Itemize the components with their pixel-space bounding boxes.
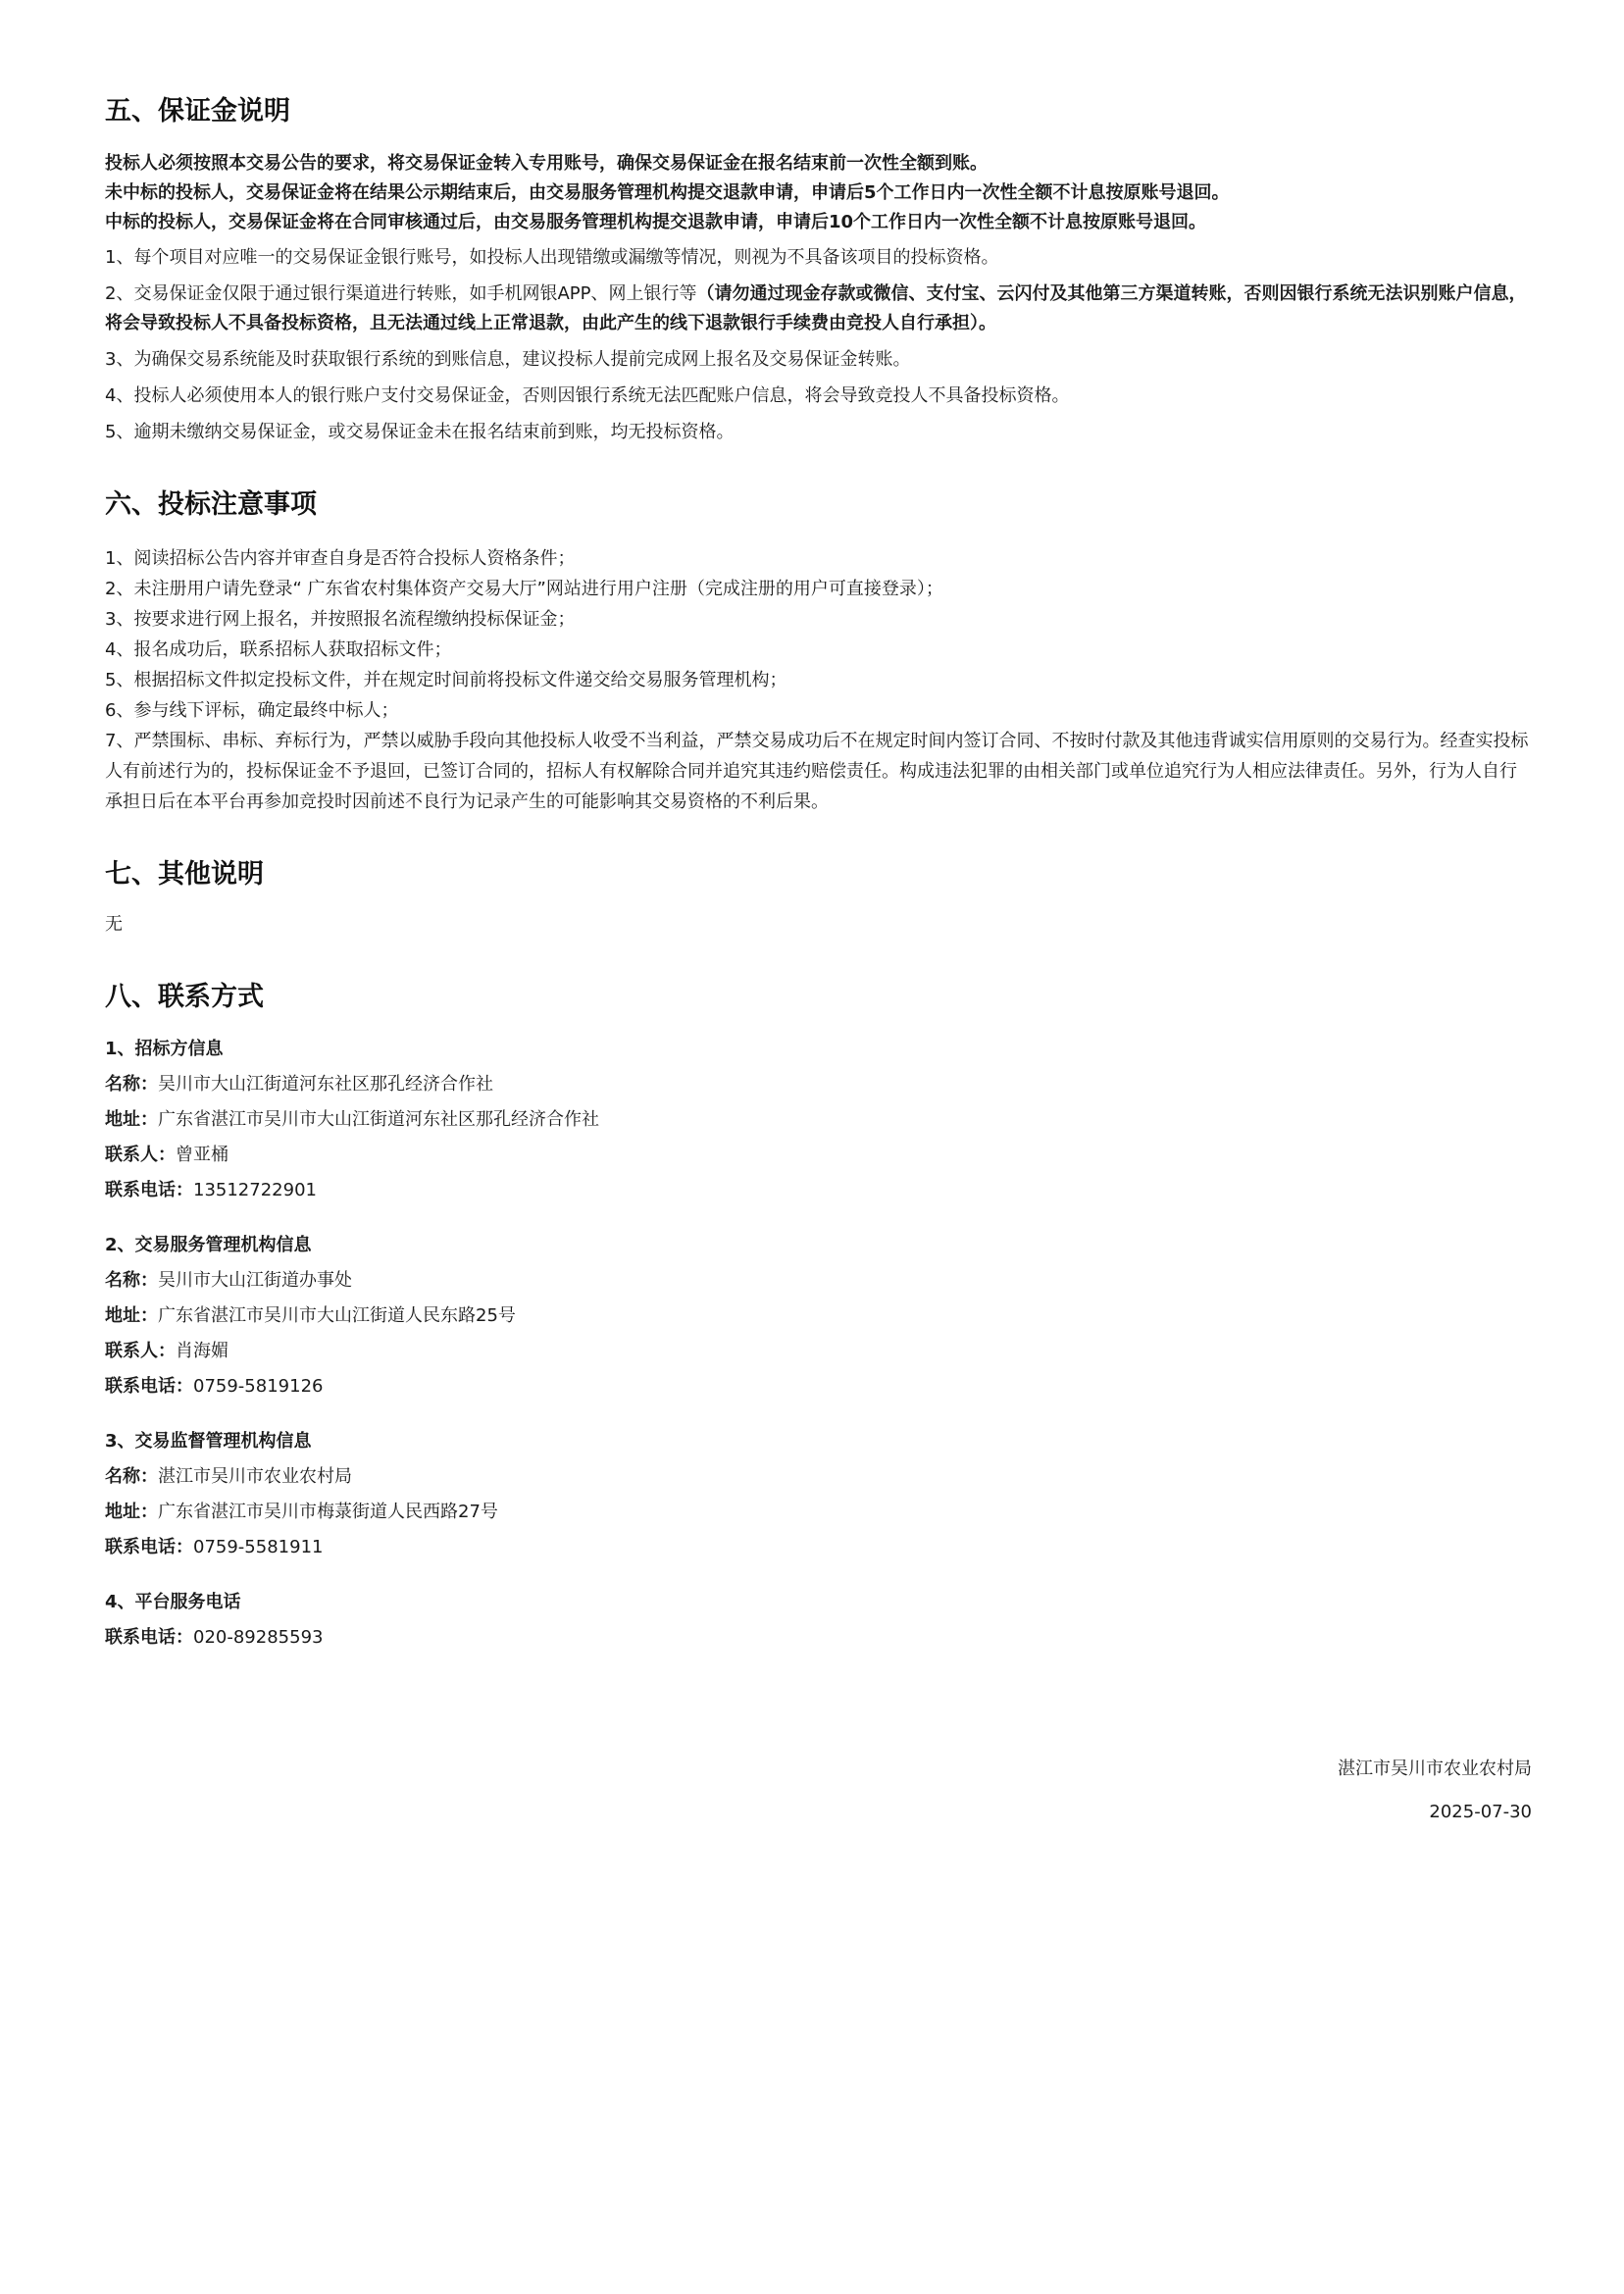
phone-label: 联系电话： (105, 1179, 193, 1200)
name-label: 名称： (105, 1465, 158, 1487)
contact-phone-row (105, 1173, 1532, 1208)
name-value: 湛江市吴川市农业农村局 (158, 1465, 352, 1487)
section-6-title: 六、投标注意事项 (105, 489, 317, 521)
contact-block-supervisor (105, 1424, 1532, 1565)
notice-item-5: 5、根据招标文件拟定投标文件，并在规定时间前将投标文件递交给交易服务管理机构； (105, 669, 787, 690)
name-label: 名称： (105, 1269, 158, 1291)
notice-item-6: 6、参与线下评标，确定最终中标人； (105, 699, 399, 721)
address-label: 地址： (105, 1108, 158, 1130)
address-label: 地址： (105, 1501, 158, 1522)
deposit-item-1: 1、每个项目对应唯一的交易保证金银行账号，如投标人出现错缴或漏缴等情况，则视为不具备该项目的投标资格。 (105, 247, 999, 269)
contact-heading: 1、招标方信息 (105, 1038, 224, 1059)
phone-label: 联系电话： (105, 1536, 193, 1557)
phone-value: 0759-5581911 (193, 1536, 324, 1557)
deposit-rule-3: 中标的投标人，交易保证金将在合同审核通过后，由交易服务管理机构提交退款申请，申请后10个工作日内一次性全额不计息按原账号退回。 (105, 212, 1207, 233)
notice-item-7: 7、严禁围标、串标、弃标行为，严禁以威胁手段向其他投标人收受不当利益，严禁交易成功后不在规定时间内签订合同、不按时付款及其他违背诚实信用原则的交易行为。经查实投标人有前述行为的，投标保证金不予退回，已签订合同的，招标人有权解除合同并追究其违约赔偿责任。构成违法犯罪的由相关部门或单位追究行为人相应法律责任。另外，行为人自行承担日后在本平台再参加竞投时因前述不良行为记录产生的可能影响其交易资格的不利后果。 (105, 730, 1529, 812)
name-value: 吴川市大山江街道办事处 (158, 1269, 352, 1291)
contact-name-row (105, 1067, 1532, 1102)
person-label: 联系人： (105, 1340, 176, 1361)
notice-item-3: 3、按要求进行网上报名，并按照报名流程缴纳投标保证金； (105, 608, 576, 630)
signature-date: 2025-07-30 (1429, 1802, 1532, 1822)
person-value: 曾亚桶 (176, 1144, 228, 1165)
address-label: 地址： (105, 1304, 158, 1326)
section-5-title: 五、保证金说明 (105, 96, 290, 127)
contact-address-row (105, 1299, 1532, 1334)
contact-heading: 4、平台服务电话 (105, 1591, 241, 1612)
person-value: 肖海媚 (176, 1340, 228, 1361)
contact-heading: 3、交易监督管理机构信息 (105, 1430, 312, 1452)
contact-heading: 2、交易服务管理机构信息 (105, 1234, 312, 1255)
contact-name-row (105, 1459, 1532, 1495)
deposit-item-2 (105, 280, 1532, 338)
contact-address-row (105, 1495, 1532, 1530)
section-8-title: 八、联系方式 (105, 982, 264, 1013)
address-value: 广东省湛江市吴川市大山江街道人民东路25号 (158, 1304, 516, 1326)
phone-label: 联系电话： (105, 1375, 193, 1397)
other-notes: 无 (105, 914, 123, 936)
contact-phone-row (105, 1530, 1532, 1565)
phone-value: 13512722901 (193, 1179, 317, 1200)
notice-item-4: 4、报名成功后，联系招标人获取招标文件； (105, 638, 452, 660)
deposit-item-4: 4、投标人必须使用本人的银行账户支付交易保证金，否则因银行系统无法匹配账户信息，将会导致竞投人不具备投标资格。 (105, 385, 1070, 407)
contact-address-row (105, 1102, 1532, 1138)
deposit-item-3: 3、为确保交易系统能及时获取银行系统的到账信息，建议投标人提前完成网上报名及交易保证金转账。 (105, 349, 911, 371)
contact-block-tenderer (105, 1032, 1532, 1208)
person-label: 联系人： (105, 1144, 176, 1165)
deposit-rule-2: 未中标的投标人，交易保证金将在结果公示期结束后，由交易服务管理机构提交退款申请，申请后5个工作日内一次性全额不计息按原账号退回。 (105, 182, 1230, 204)
name-value: 吴川市大山江街道河东社区那孔经济合作社 (158, 1073, 493, 1095)
contact-person-row (105, 1138, 1532, 1173)
section-6-content (105, 543, 1532, 817)
phone-label: 联系电话： (105, 1626, 193, 1648)
name-label: 名称： (105, 1073, 158, 1095)
deposit-item-5: 5、逾期未缴纳交易保证金，或交易保证金未在报名结束前到账，均无投标资格。 (105, 422, 735, 443)
contact-person-row (105, 1334, 1532, 1369)
signature-org: 湛江市吴川市农业农村局 (1338, 1759, 1532, 1779)
phone-value: 020-89285593 (193, 1626, 324, 1648)
deposit-rule-1: 投标人必须按照本交易公告的要求，将交易保证金转入专用账号，确保交易保证金在报名结束前一次性全额到账。 (105, 153, 988, 175)
deposit-item-2-bold: （请勿通过现金存款或微信、支付宝、云闪付及其他第三方渠道转账，否则因银行系统无法识别账户信息，将会导致投标人不具备投标资格，且无法通过线上正常退款，由此产生的线下退款银行手续费由竞投人自行承担）。 (105, 283, 1527, 334)
section-5-content (105, 149, 1532, 447)
signature-block (1338, 1748, 1532, 1834)
contact-phone-row (105, 1369, 1532, 1404)
deposit-items (105, 243, 1532, 447)
contact-phone-row (105, 1620, 1532, 1656)
contact-block-service-agency (105, 1228, 1532, 1404)
deposit-item-2-plain: 2、交易保证金仅限于通过银行渠道进行转账，如手机网银APP、网上银行等 (105, 283, 697, 305)
notice-item-2: 2、未注册用户请先登录“ 广东省农村集体资产交易大厅”网站进行用户注册（完成注册的用户可直接登录）； (105, 578, 943, 599)
contact-name-row (105, 1263, 1532, 1299)
document-body (105, 96, 1532, 1656)
phone-value: 0759-5819126 (193, 1375, 324, 1397)
address-value: 广东省湛江市吴川市大山江街道河东社区那孔经济合作社 (158, 1108, 599, 1130)
section-7-title: 七、其他说明 (105, 858, 264, 890)
notice-item-1: 1、阅读招标公告内容并审查自身是否符合投标人资格条件； (105, 547, 576, 569)
contact-block-platform (105, 1585, 1532, 1656)
address-value: 广东省湛江市吴川市梅菉街道人民西路27号 (158, 1501, 498, 1522)
